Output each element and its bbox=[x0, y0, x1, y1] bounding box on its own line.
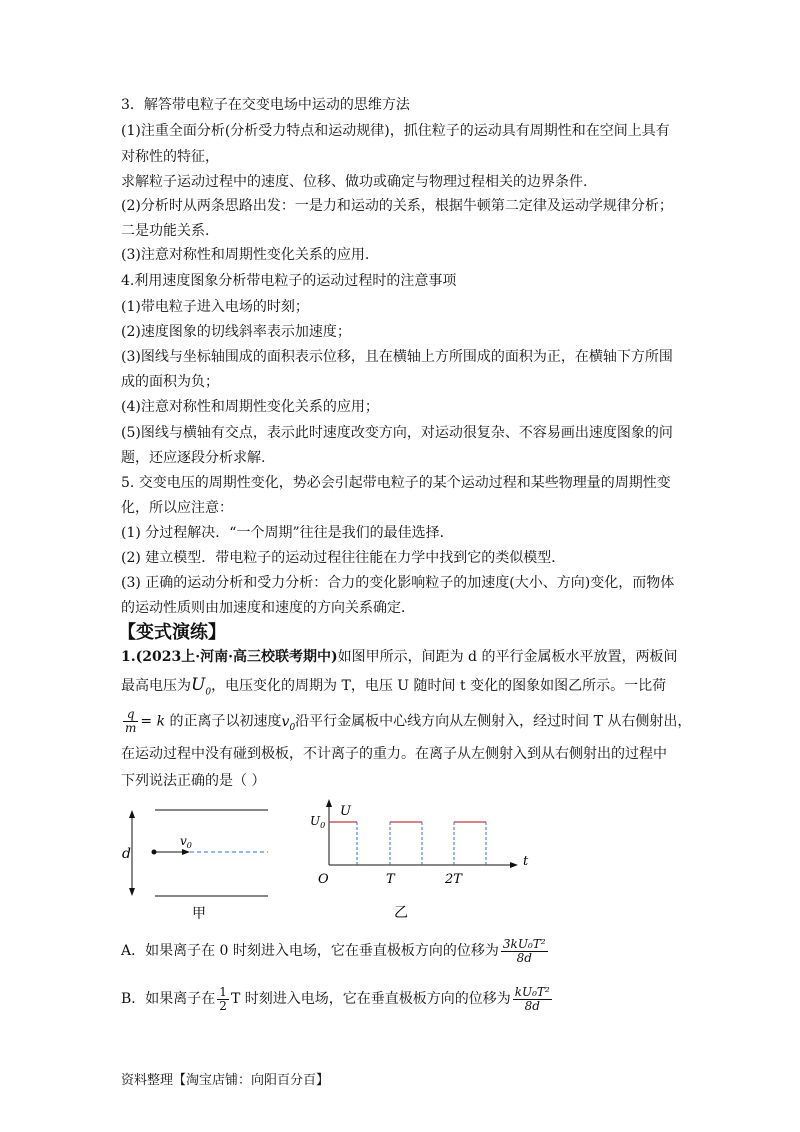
text-line-5: (2)分析时从两条思路出发：一是力和运动的关系，根据牛顿第二定律及运动学规律分析； bbox=[121, 198, 673, 214]
y-axis-label: U bbox=[340, 804, 351, 819]
text-line-20: (3) 正确的运动分析和受力分析：合力的变化影响粒子的加速度(大小、方向)变化，而物体 bbox=[121, 575, 675, 591]
option-a-fraction bbox=[501, 938, 548, 965]
question-text-2b: ，电压变化的周期为 T，电压 U 随时间 t 变化的图象如图乙所示。一比荷 bbox=[211, 678, 667, 694]
text-line-7: (3)注意对称性和周期性变化关系的应用. bbox=[121, 247, 370, 263]
option-b-text: T 时刻进入电场，它在垂直极板方向的位移为 bbox=[230, 991, 511, 1007]
y-axis-arrow bbox=[326, 799, 332, 807]
v0-label-sub: 0 bbox=[186, 841, 192, 850]
fraction-num: q bbox=[123, 708, 138, 722]
v-letter: v bbox=[281, 713, 290, 730]
option-b[interactable] bbox=[121, 982, 554, 1016]
option-b-den: 8d bbox=[524, 998, 540, 1013]
question-line-1 bbox=[121, 648, 677, 666]
d-label: d bbox=[122, 846, 131, 862]
caption-yi: 乙 bbox=[394, 905, 408, 921]
text-line-11: (3)图线与坐标轴围成的面积表示位移，且在横轴上方所围成的面积为正，在横轴下方所围 bbox=[121, 349, 673, 365]
question-line-3 bbox=[121, 708, 691, 736]
x-axis-arrow bbox=[510, 862, 518, 868]
figure-voltage-graph bbox=[300, 795, 540, 930]
text-line-10: (2)速度图象的切线斜率表示加速度； bbox=[121, 324, 351, 340]
text-line-6: 二是功能关系. bbox=[121, 223, 210, 239]
origin-label: O bbox=[318, 872, 329, 887]
text-line-2: (1)注重全面分析(分析受力特点和运动规律)，抓住粒子的运动具有周期性和在空间上具有 bbox=[121, 123, 670, 139]
v0-label bbox=[180, 834, 192, 850]
text-line-13: (4)注意对称性和周期性变化关系的应用； bbox=[121, 399, 379, 415]
text-line-3: 对称性的特征， bbox=[121, 149, 219, 165]
x-axis-label: t bbox=[523, 854, 529, 869]
section-title: 【变式演练】 bbox=[118, 622, 226, 643]
u0-axis-label bbox=[310, 814, 325, 830]
charge-ratio-fraction bbox=[123, 708, 138, 735]
option-a[interactable] bbox=[121, 934, 550, 968]
option-a-den: 8d bbox=[516, 950, 532, 965]
text-line-4: 求解粒子运动过程中的速度、位移、做功或确定与物理过程相关的边界条件. bbox=[121, 174, 588, 190]
text-line-17: 化，所以应注意： bbox=[121, 500, 233, 516]
option-b-half bbox=[217, 986, 229, 1013]
question-text-2a: 最高电压为 bbox=[121, 678, 191, 694]
arrow-head-up bbox=[129, 810, 135, 818]
tick-T: T bbox=[386, 872, 395, 887]
text-line-8: 4.利用速度图象分析带电粒子的运动过程时的注意事项 bbox=[121, 273, 457, 289]
question-text-1: 如图甲所示，间距为 d 的平行金属板水平放置，两板间 bbox=[337, 649, 678, 665]
v-sub: 0 bbox=[289, 722, 296, 733]
fraction-den: m bbox=[125, 721, 137, 735]
tick-2T: 2T bbox=[445, 872, 462, 887]
text-line-18: (1) 分过程解决．“一个周期”往往是我们的最佳选择． bbox=[121, 525, 454, 541]
question-number: 1. bbox=[121, 649, 136, 665]
ratio-equals-k: = k bbox=[140, 713, 166, 730]
figure-plates bbox=[110, 800, 290, 930]
option-a-text: A．如果离子在 0 时刻进入电场，它在垂直极板方向的位移为 bbox=[121, 943, 499, 959]
caption-jia: 甲 bbox=[192, 906, 206, 922]
text-line-1: 3．解答带电粒子在交变电场中运动的思维方法 bbox=[121, 97, 410, 113]
question-source: (2023上·河南·高三校联考期中) bbox=[135, 649, 338, 665]
u0-axis-letter: U bbox=[310, 814, 321, 828]
arrow-head-down bbox=[129, 888, 135, 896]
text-line-9: (1)带电粒子进入电场的时刻； bbox=[121, 299, 309, 315]
text-line-15: 题，还应逐段分析求解. bbox=[121, 450, 266, 466]
half-num: 1 bbox=[219, 984, 227, 999]
option-b-fraction bbox=[513, 986, 552, 1013]
option-a-num: 3kU₀T² bbox=[502, 936, 546, 951]
half-den: 2 bbox=[219, 998, 227, 1013]
text-line-19: (2) 建立模型．带电粒子的运动过程往往能在力学中找到它的类似模型． bbox=[121, 550, 566, 566]
u0-axis-sub: 0 bbox=[320, 821, 326, 830]
u0-letter: U bbox=[191, 675, 206, 695]
text-line-12: 成的面积为负； bbox=[121, 374, 219, 390]
question-text-3b: 沿平行金属板中心线方向从左侧射入，经过时间 T 从右侧射出， bbox=[295, 713, 692, 730]
u0-symbol bbox=[191, 675, 212, 698]
text-line-21: 的运动性质则由加速度和速度的方向关系确定． bbox=[121, 600, 415, 616]
question-text-3a: 的正离子以初速度 bbox=[165, 713, 282, 730]
text-line-16: 5. 交变电压的周期性变化，势必会引起带电粒子的某个运动过程和某些物理量的周期性变 bbox=[121, 475, 671, 491]
footer-note: 资料整理【淘宝店铺：向阳百分百】 bbox=[121, 1073, 330, 1088]
v0-label-letter: v bbox=[180, 834, 187, 848]
u0-sub: 0 bbox=[205, 687, 212, 698]
v0-symbol bbox=[281, 713, 296, 733]
question-line-2 bbox=[121, 676, 666, 701]
question-line-4: 在运动过程中没有碰到极板，不计离子的重力。在离子从左侧射入到从右侧射出的过程中 bbox=[121, 746, 667, 762]
option-b-num: kU₀T² bbox=[514, 984, 550, 999]
text-line-14: (5)图线与横轴有交点，表示此时速度改变方向，对运动很复杂、不容易画出速度图象的问 bbox=[121, 425, 673, 441]
option-b-prefix: B．如果离子在 bbox=[121, 991, 216, 1007]
question-line-5: 下列说法正确的是（ ） bbox=[121, 773, 266, 789]
